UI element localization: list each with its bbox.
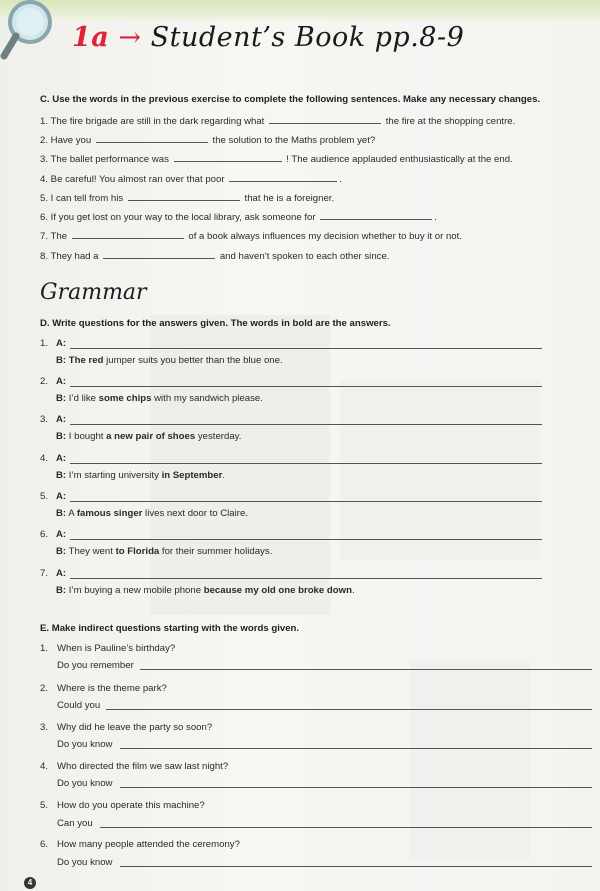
- answer-2-b: B: I’d like some chips with my sandwich please.: [56, 393, 263, 404]
- blank-field[interactable]: [96, 133, 208, 143]
- sentence-3: 3. The ballet performance was ! The audience applauded enthusiastically at the end.: [40, 154, 513, 165]
- answer-line[interactable]: [70, 424, 542, 425]
- answer-4-b: B: I’m starting university in September.: [56, 470, 226, 481]
- grammar-heading: Grammar: [40, 280, 147, 305]
- indirect-question-5: 5. How do you operate this machine?: [40, 800, 205, 811]
- magnifier-icon: [0, 0, 70, 70]
- answer-line[interactable]: [70, 463, 542, 464]
- indirect-starter-5: Can you: [57, 818, 93, 829]
- bleed-through-panel: [410, 660, 530, 860]
- sentence-5: 5. I can tell from his that he is a foreigner.: [40, 193, 335, 204]
- sentence-7: 7. The of a book always influences my decision whether to buy it or not.: [40, 231, 462, 242]
- answer-line[interactable]: [70, 539, 542, 540]
- indirect-starter-4: Do you know: [57, 778, 113, 789]
- page-number: 4: [24, 877, 36, 889]
- sentence-4: 4. Be careful! You almost ran over that poor .: [40, 174, 342, 185]
- question-7-a: 7. A:: [40, 568, 67, 579]
- answer-line[interactable]: [140, 669, 592, 670]
- answer-line[interactable]: [120, 787, 592, 788]
- answer-line[interactable]: [70, 348, 542, 349]
- question-4-a: 4. A:: [40, 453, 67, 464]
- answer-1-b: B: The red jumper suits you better than the blue one.: [56, 355, 283, 366]
- arrow-icon: →: [118, 22, 142, 53]
- indirect-question-3: 3. Why did he leave the party so soon?: [40, 722, 213, 733]
- blank-field[interactable]: [320, 210, 432, 220]
- blank-field[interactable]: [174, 152, 282, 162]
- answer-5-b: B: A famous singer lives next door to Claire.: [56, 508, 248, 519]
- section-c-instruction: C. Use the words in the previous exercise to complete the following sentences. Make any necessary changes.: [40, 94, 541, 105]
- page-title: [72, 22, 464, 53]
- answer-3-b: B: I bought a new pair of shoes yesterday.: [56, 431, 242, 442]
- question-3-a: 3. A:: [40, 414, 67, 425]
- blank-field[interactable]: [103, 249, 215, 259]
- sentence-8: 8. They had a and haven’t spoken to each other since.: [40, 251, 390, 262]
- sentence-1: 1. The fire brigade are still in the dark regarding what the fire at the shopping centre.: [40, 116, 516, 127]
- answer-line[interactable]: [70, 578, 542, 579]
- sentence-6: 6. If you get lost on your way to the local library, ask someone for .: [40, 212, 437, 223]
- indirect-question-2: 2. Where is the theme park?: [40, 683, 167, 694]
- answer-line[interactable]: [70, 386, 542, 387]
- answer-6-b: B: They went to Florida for their summer holidays.: [56, 546, 273, 557]
- blank-field[interactable]: [269, 114, 381, 124]
- answer-line[interactable]: [100, 827, 592, 828]
- indirect-question-1: 1. When is Pauline’s birthday?: [40, 643, 176, 654]
- blank-field[interactable]: [128, 191, 240, 201]
- section-d-instruction: D. Write questions for the answers given. The words in bold are the answers.: [40, 318, 391, 329]
- indirect-starter-6: Do you know: [57, 857, 113, 868]
- bleed-through-panel: [340, 380, 540, 560]
- answer-line[interactable]: [120, 748, 592, 749]
- answer-line[interactable]: [106, 709, 592, 710]
- blank-field[interactable]: [72, 229, 184, 239]
- blank-field[interactable]: [229, 172, 337, 182]
- indirect-starter-3: Do you know: [57, 739, 113, 750]
- indirect-question-4: 4. Who directed the film we saw last night?: [40, 761, 229, 772]
- indirect-question-6: 6. How many people attended the ceremony?: [40, 839, 240, 850]
- indirect-starter-1: Do you remember: [57, 660, 134, 671]
- answer-line[interactable]: [120, 866, 592, 867]
- question-1-a: 1. A:: [40, 338, 67, 349]
- header-band: [0, 0, 600, 20]
- question-5-a: 5. A:: [40, 491, 67, 502]
- indirect-starter-2: Could you: [57, 700, 101, 711]
- answer-line[interactable]: [70, 501, 542, 502]
- unit-label: 1a: [72, 22, 110, 53]
- question-6-a: 6. A:: [40, 529, 67, 540]
- question-2-a: 2. A:: [40, 376, 67, 387]
- title-text: Student’s Book pp.8-9: [150, 22, 465, 53]
- sentence-2: 2. Have you the solution to the Maths problem yet?: [40, 135, 376, 146]
- section-e-instruction: E. Make indirect questions starting with the words given.: [40, 623, 300, 634]
- answer-7-b: B: I’m buying a new mobile phone because my old one broke down.: [56, 585, 355, 596]
